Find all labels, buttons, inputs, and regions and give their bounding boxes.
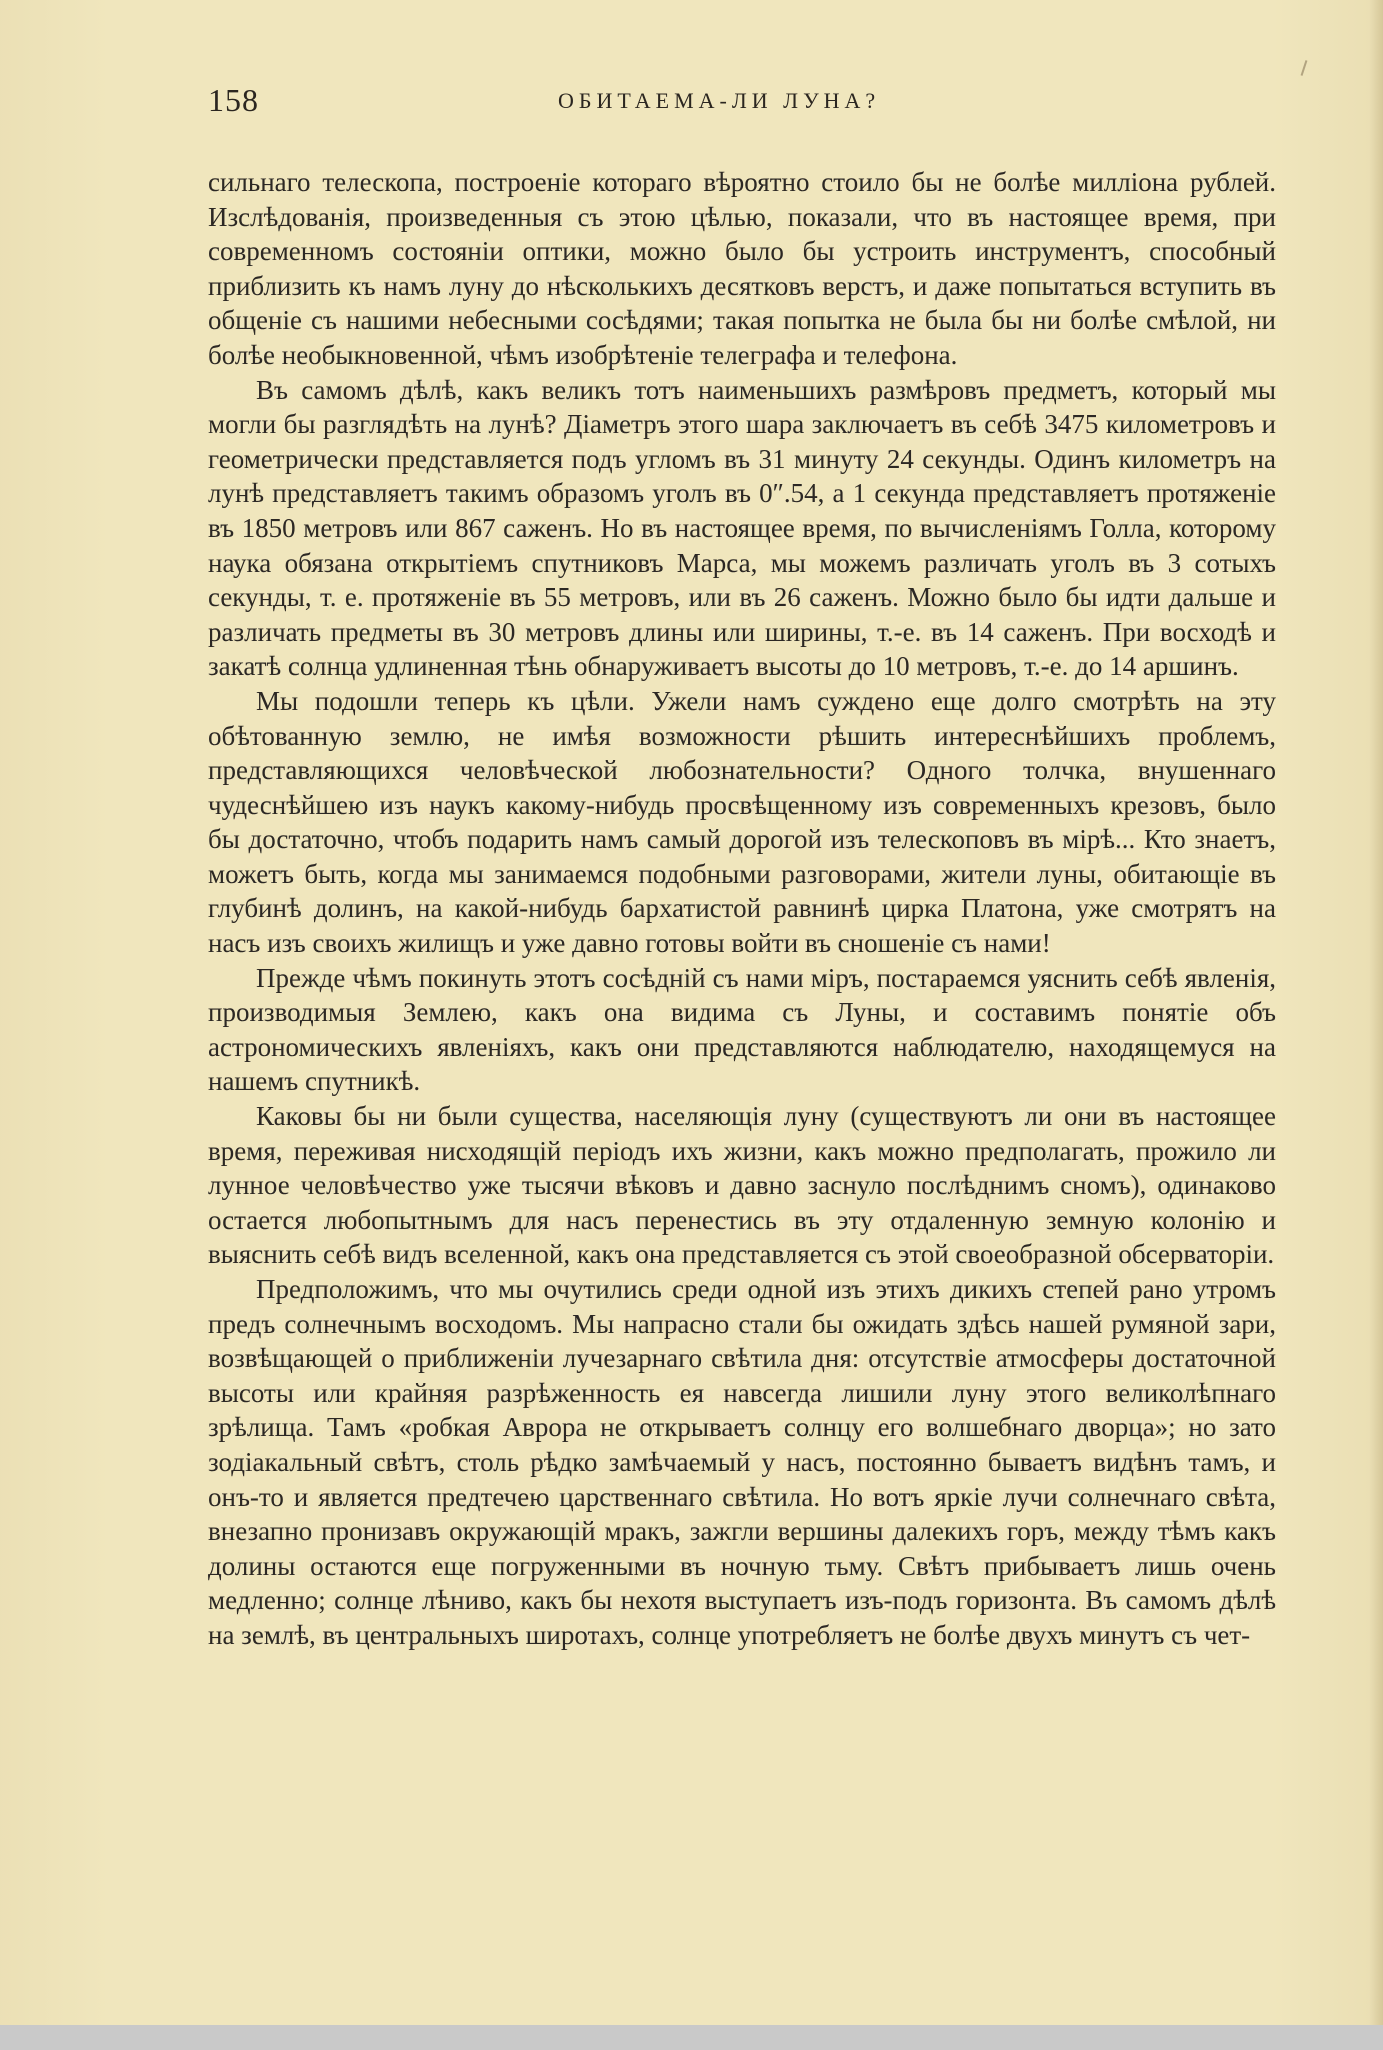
paragraph-1: сильнаго телескопа, построеніе котораго вѣроятно стоило бы не болѣе милліона рублей. Изслѣдованія, произведенныя съ этою цѣлью, показали, что въ настоящее время, при современномъ состояніи оптики, можно было бы устроить инструментъ, способный приблизить къ намъ луну до нѣсколькихъ десятковъ верстъ, и даже попытаться вступить въ общеніе съ нашими небесными сосѣдями; такая попытка не была бы ни болѣе смѣлой, ни болѣе необыкновенной, чѣмъ изобрѣтеніе телеграфа и телефона. bbox=[208, 167, 1276, 370]
page-number: 158 bbox=[208, 82, 259, 118]
paragraph-3: Мы подошли теперь къ цѣли. Ужели намъ суждено еще долго смотрѣть на эту обѣтованную землю, не имѣя возможности рѣшить интереснѣйшихъ проблемъ, представляющихся человѣческой любознательности? Одного толчка, внушеннаго чудеснѣйшею изъ наукъ какому-нибудь просвѣщенному изъ современныхъ крезовъ, было бы достаточно, чтобъ подарить намъ самый дорогой изъ телескоповъ въ мірѣ... Кто знаетъ, можетъ быть, когда мы занимаемся подобными разговорами, жители луны, обитающіе въ глубинѣ долинъ, на какой-нибудь бархатистой равнинѣ цирка Платона, уже смотрятъ на насъ изъ своихъ жилищъ и уже давно готовы войти въ сношеніе съ нами! bbox=[208, 685, 1276, 959]
stray-pencil-mark bbox=[1301, 60, 1308, 76]
paragraph-4: Прежде чѣмъ покинуть этотъ сосѣдній съ нами міръ, постараемся уяснить себѣ явленія, производимыя Землею, какъ она видима съ Луны, и составимъ понятіе объ астрономическихъ явленіяхъ, какъ они представляются наблюдателю, находящемуся на нашемъ спутникѣ. bbox=[208, 962, 1276, 1097]
page-header bbox=[208, 82, 1278, 122]
running-title: ОБИТАЕМА-ЛИ ЛУНА? bbox=[558, 88, 881, 113]
body-text bbox=[208, 165, 1276, 1653]
page-edge-shadow bbox=[1369, 0, 1383, 2025]
paragraph-2: Въ самомъ дѣлѣ, какъ великъ тотъ наименьшихъ размѣровъ предметъ, который мы могли бы разглядѣть на лунѣ? Діаметръ этого шара заключаетъ въ себѣ 3475 километровъ и геометрически представляется подъ угломъ въ 31 минуту 24 секунды. Одинъ километръ на лунѣ представляетъ такимъ образомъ уголъ въ 0″.54, а 1 секунда представляетъ протяженіе въ 1850 метровъ или 867 саженъ. Но въ настоящее время, по вычисленіямъ Голла, которому наука обязана открытіемъ спутниковъ Марса, мы можемъ различать уголъ въ 3 сотыхъ секунды, т. е. протяженіе въ 55 метровъ, или въ 26 саженъ. Можно было бы идти дальше и различать предметы въ 30 метровъ длины или ширины, т.-е. въ 14 саженъ. При восходѣ и закатѣ солнца удлиненная тѣнь обнаруживаетъ высоты до 10 метровъ, т.-е. до 14 аршинъ. bbox=[208, 374, 1276, 682]
paragraph-6: Предположимъ, что мы очутились среди одной изъ этихъ дикихъ степей рано утромъ предъ солнечнымъ восходомъ. Мы напрасно стали бы ожидать здѣсь нашей румяной зари, возвѣщающей о приближеніи лучезарнаго свѣтила дня: отсутствіе атмосферы достаточной высоты или крайняя разрѣженность ея навсегда лишили луну этого великолѣпнаго зрѣлища. Тамъ «робкая Аврора не открываетъ солнцу его волшебнаго дворца»; но зато зодіакальный свѣтъ, столь рѣдко замѣчаемый у насъ, постоянно бываетъ видѣнъ тамъ, и онъ-то и является предтечею царственнаго свѣтила. Но вотъ яркіе лучи солнечнаго свѣта, внезапно пронизавъ окружающій мракъ, зажгли вершины далекихъ горъ, между тѣмъ какъ долины остаются еще погруженными въ ночную тьму. Свѣтъ прибываетъ лишь очень медленно; солнце лѣниво, какъ бы нехотя выступаетъ изъ-подъ горизонта. Въ самомъ дѣлѣ на землѣ, въ центральныхъ широтахъ, солнце употребляетъ не болѣе двухъ минутъ съ чет- bbox=[208, 1274, 1276, 1650]
paragraph-5: Каковы бы ни были существа, населяющія луну (существуютъ ли они въ настоящее время, переживая нисходящій періодъ ихъ жизни, какъ можно предполагать, прожило ли лунное человѣчество уже тысячи вѣковъ и давно заснуло послѣднимъ сномъ), одинаково остается любопытнымъ для насъ перенестись въ эту отдаленную земную колонію и выяснить себѣ видъ вселенной, какъ она представляется съ этой своеобразной обсерваторіи. bbox=[208, 1101, 1276, 1270]
